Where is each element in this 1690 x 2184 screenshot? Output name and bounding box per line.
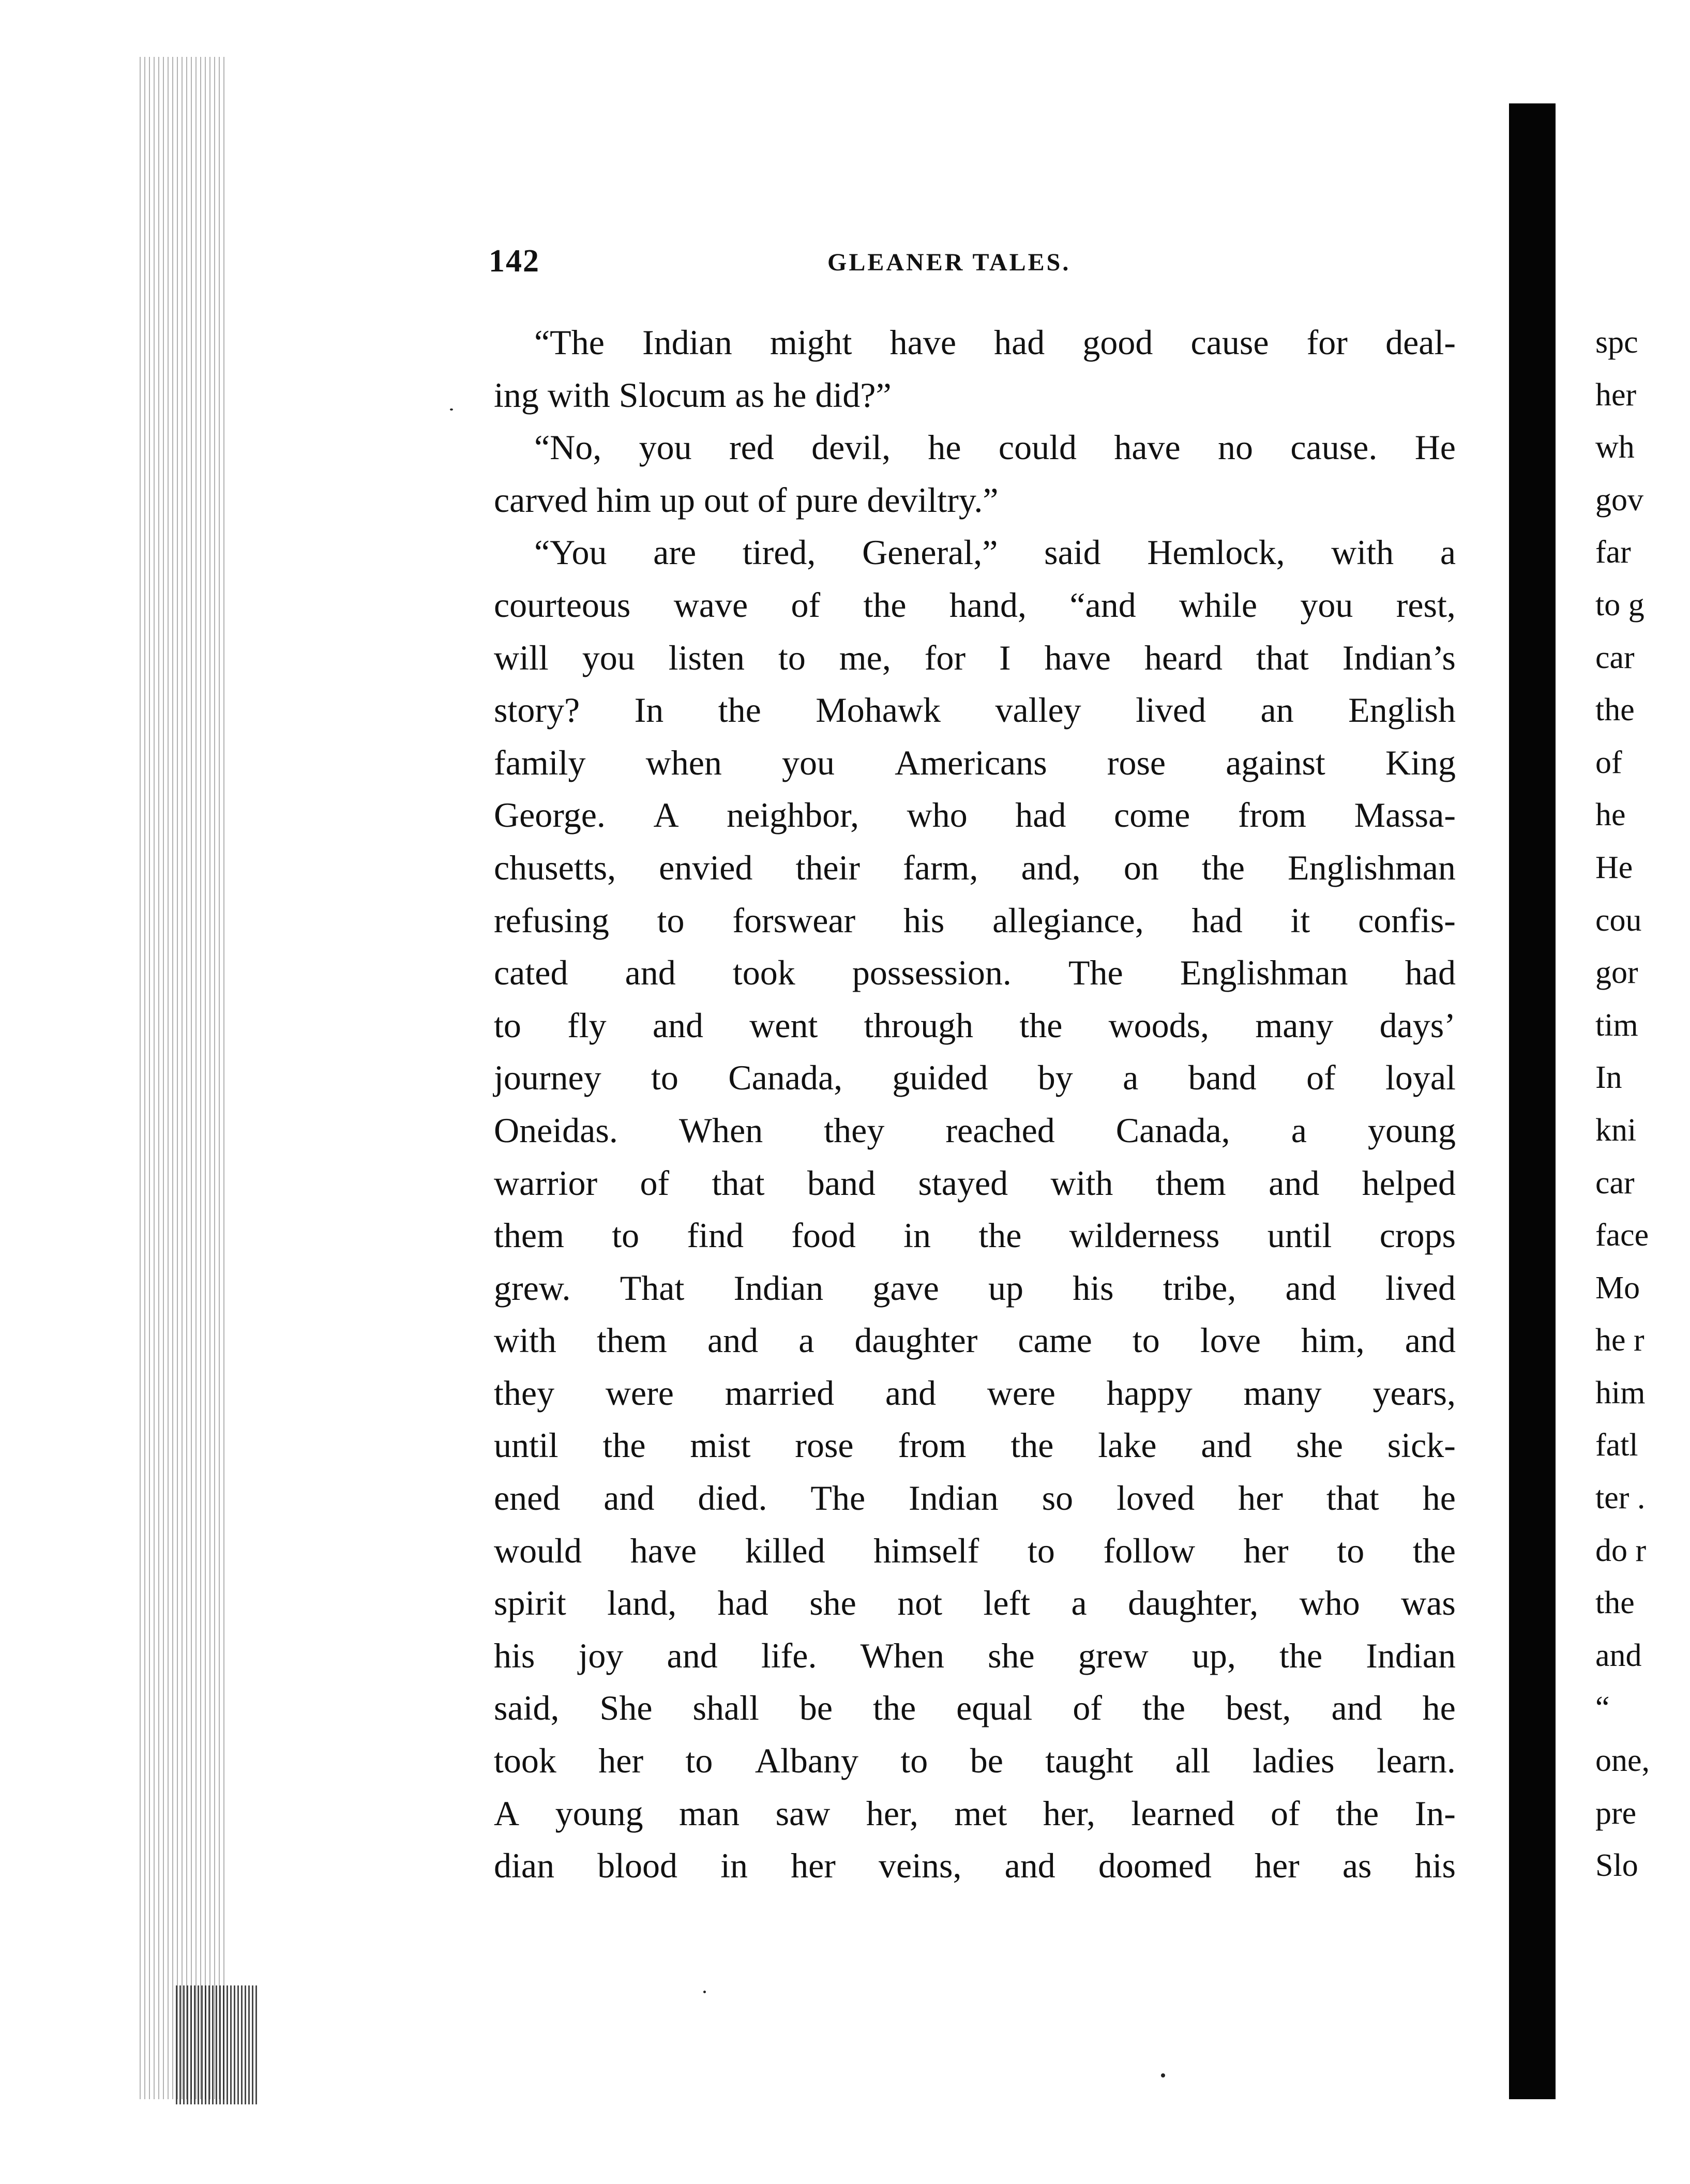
text-line: “The Indian might have had good cause for deal- — [534, 323, 1456, 362]
facing-page-fragment: kni — [1595, 1112, 1637, 1148]
facing-page-fragment: far — [1595, 535, 1631, 570]
facing-page-fragment: spc — [1595, 325, 1638, 360]
text-line: with them and a daughter came to love him, and — [494, 1321, 1456, 1360]
text-line: carved him up out of pure deviltry.” — [494, 480, 999, 520]
facing-page-fragment: face — [1595, 1218, 1649, 1253]
page-header — [489, 243, 1471, 305]
text-line: will you listen to me, for I have heard that Indian’s — [494, 638, 1456, 677]
text-line: A young man saw her, met her, learned of the In- — [494, 1793, 1456, 1833]
text-line: took her to Albany to be taught all ladies learn. — [494, 1741, 1456, 1781]
text-line: cated and took possession. The Englishman had — [494, 953, 1456, 993]
facing-page-fragment: he — [1595, 797, 1626, 833]
facing-page-fragment: ter . — [1595, 1480, 1646, 1516]
facing-page-fragment: him — [1595, 1375, 1646, 1410]
page-gutter-shadow — [1509, 103, 1556, 2099]
facing-page-fragment: Mo — [1595, 1270, 1640, 1306]
binding-edge-dark-artifact — [176, 1985, 259, 2104]
text-line: spirit land, had she not left a daughter, who was — [494, 1583, 1456, 1623]
text-line: ing with Slocum as he did?” — [494, 375, 892, 415]
body-text — [494, 316, 1456, 1892]
facing-page-fragment: do r — [1595, 1533, 1647, 1568]
text-line: his joy and life. When she grew up, the Indian — [494, 1635, 1456, 1675]
text-line: chusetts, envied their farm, and, on the Englishman — [494, 847, 1456, 887]
scan-speck — [1161, 2073, 1165, 2077]
facing-page-fragment: one, — [1595, 1743, 1650, 1779]
text-line: courteous wave of the hand, “and while you rest, — [494, 585, 1456, 625]
facing-page-fragment: Slo — [1595, 1848, 1638, 1884]
text-line: George. A neighbor, who had come from Massa- — [494, 795, 1456, 835]
text-line: would have killed himself to follow her to the — [494, 1530, 1456, 1570]
facing-page-fragment: cou — [1595, 902, 1642, 938]
scan-speck — [450, 408, 453, 411]
binding-edge-artifact — [140, 57, 228, 2099]
facing-page-fragment: gov — [1595, 482, 1643, 518]
facing-page-fragment: gor — [1595, 955, 1638, 991]
facing-page-fragment: of — [1595, 745, 1622, 780]
facing-page-fragment: to g — [1595, 587, 1644, 623]
text-line: them to find food in the wilderness until crops — [494, 1216, 1456, 1255]
text-line: to fly and went through the woods, many days’ — [494, 1005, 1456, 1045]
running-title: GLEANER TALES. — [827, 249, 1071, 276]
facing-page-fragment: the — [1595, 692, 1635, 728]
facing-page-fragment: He — [1595, 850, 1633, 885]
text-line: until the mist rose from the lake and she sick- — [494, 1425, 1456, 1465]
scan-speck — [703, 1991, 706, 1993]
facing-page-fragment: pre — [1595, 1795, 1637, 1831]
text-line: dian blood in her veins, and doomed her as his — [494, 1846, 1456, 1886]
text-line: said, She shall be the equal of the best, and he — [494, 1688, 1456, 1728]
text-line: “You are tired, General,” said Hemlock, with a — [534, 533, 1456, 572]
text-line: they were married and were happy many years, — [494, 1373, 1456, 1413]
text-line: story? In the Mohawk valley lived an English — [494, 690, 1456, 730]
text-line: refusing to forswear his allegiance, had it confis- — [494, 900, 1456, 940]
page-number: 142 — [489, 244, 540, 279]
text-line: family when you Americans rose against King — [494, 742, 1456, 782]
facing-page-fragment: he r — [1595, 1323, 1644, 1358]
text-line: grew. That Indian gave up his tribe, and lived — [494, 1268, 1456, 1308]
text-line: “No, you red devil, he could have no cause. He — [534, 428, 1456, 467]
facing-page-fragment: fatl — [1595, 1428, 1638, 1463]
facing-page-fragment: In — [1595, 1060, 1622, 1096]
facing-page-fragment-column — [1595, 316, 1690, 1892]
facing-page-fragment: the — [1595, 1585, 1635, 1621]
facing-page-fragment: her — [1595, 377, 1637, 413]
facing-page-fragment: wh — [1595, 430, 1635, 465]
facing-page-fragment: car — [1595, 640, 1635, 675]
text-line: warrior of that band stayed with them and helped — [494, 1163, 1456, 1203]
facing-page-fragment: “ — [1595, 1690, 1610, 1726]
text-line: ened and died. The Indian so loved her that he — [494, 1478, 1456, 1518]
text-line: Oneidas. When they reached Canada, a young — [494, 1110, 1456, 1150]
facing-page-fragment: tim — [1595, 1007, 1638, 1043]
facing-page-fragment: car — [1595, 1165, 1635, 1201]
text-line: journey to Canada, guided by a band of loyal — [494, 1058, 1456, 1098]
facing-page-fragment: and — [1595, 1637, 1642, 1673]
